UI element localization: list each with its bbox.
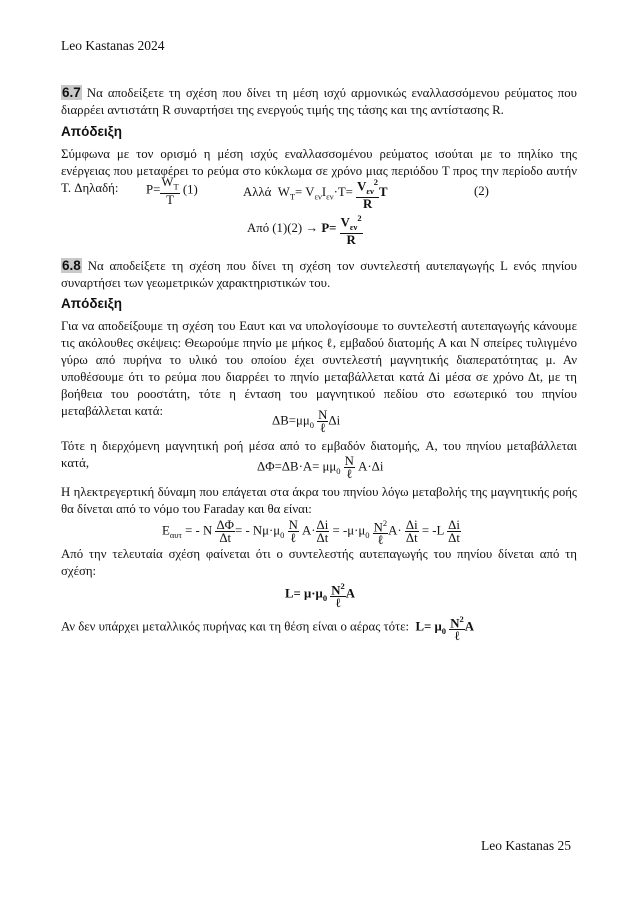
equation-delta-b: $\Delta B=\mu\mu_0$ $\frac{N}{\text{ℓ}}$ Δi bbox=[272, 408, 341, 435]
section-number-6-8: 6.8 bbox=[62, 258, 81, 273]
proof-6-8-paragraph-2: Τότε η διερχόμενη μαγνητική ροή μέσα από το εμβαδόν διατομής, A, του πηνίου μεταβάλλεται κατά, bbox=[61, 439, 577, 470]
proof-heading-6-7: Απόδειξη bbox=[61, 124, 122, 139]
page-header: Leo Kastanas 2024 bbox=[61, 38, 165, 53]
equation-mean-power-definition: P= $\frac{W_T}{T}$ (1) bbox=[146, 175, 198, 207]
question-6-8 bbox=[61, 257, 577, 292]
proof-6-8-paragraph-3: Η ηλεκτρεγερτική δύναμη που επάγεται στα άκρα του πηνίου λόγω μεταβολής της μαγνητικής ροής θα δίνεται από το νόμο του Faraday και θα είναι: bbox=[61, 485, 577, 516]
section-number-6-7: 6.7 bbox=[62, 85, 81, 100]
proof-6-8-paragraph-4: Από την τελευταία σχέση φαίνεται ότι ο συντελεστής αυτεπαγωγής του πηνίου δίνεται από τη σχέση: bbox=[61, 547, 577, 578]
page-footer: Leo Kastanas 25 bbox=[481, 838, 571, 853]
proof-heading-6-8: Απόδειξη bbox=[61, 296, 122, 311]
equation-energy: Αλλά $W_T= V_{\varepsilon\nu}I_{\varepsilon\nu}\cdot T=$ $\frac{V_{\varepsilon\nu}^2}{R}$ T bbox=[243, 177, 388, 211]
proof-6-8-paragraph-5: Αν δεν υπάρχει μεταλλικός πυρήνας και τη θέση είναι ο αέρας τότε: $L= \mu_0$ $\frac{N^2}{\text{ℓ}}$ A bbox=[61, 614, 474, 644]
proof-6-7-text: Σύμφωνα με τον ορισμό η μέση ισχύς εναλλασσομένου ρεύματος ισούται με το πηλίκο της ενέργειας που μεταφέρει το ρεύμα στο κύκλωμα σε χρόνο μιας περιόδου T προς την περίοδο αυτήν T. Δηλαδή: bbox=[61, 147, 577, 195]
equation-inductance-air: $L= \mu_0$ $\frac{N^2}{\text{ℓ}}$ A bbox=[412, 614, 474, 644]
question-6-8-text: Να αποδείξετε τη σχέση που δίνει τη σχέση τον συντελεστή αυτεπαγωγής L ενός πηνίου συναρτήσει των γεωμετρικών χαρακτηριστικών του. bbox=[61, 259, 577, 290]
equation-faraday-emf: $E_{\alpha\upsilon\tau}$ = - N $\frac{\Delta\Phi}{\Delta t}$ = - $N\mu\cdot\mu_0$ $\frac{N}{\text{ℓ}}$ A· $\frac{\Delta i}{\Delta t}$ = $-\mu\cdot\mu_0$ $\frac{N^2}{\text{ℓ}}$ A· $\frac{\Delta i}{\Delta t}$ = -L $\frac{\Delta i}{\Delta t}$ bbox=[162, 518, 460, 548]
question-6-7-text: Να αποδείξετε τη σχέση που δίνει τη μέση ισχύ αρμονικώς εναλλασσόμενου ρεύματος που διαρρέει αντιστάτη R συναρτήσει της ενεργούς τιμής της τάσης και της αντίστασης R. bbox=[61, 86, 577, 117]
equation-delta-phi: $\Delta\Phi=\Delta B\cdot A= \mu\mu_0$ $\frac{N}{\text{ℓ}}$ A·Δi bbox=[257, 454, 384, 481]
equation-label-2: (2) bbox=[474, 184, 489, 198]
proof-6-8-paragraph-1: Για να αποδείξουμε τη σχέση του Εαυτ και να υπολογίσουμε το συντελεστή αυτεπαγωγής κάνουμε τις ακόλουθες σκέψεις: Θεωρούμε πηνίο με μήκος ℓ, εμβαδού διατομής A και N σπείρες τυλιγμένο γύρω από πυρήνα το υλικό του οποίου έχει συντελεστή μαγνητικής διαπερατότητας μ. Αν υποθέσουμε ότι το ρεύμα που διαρρέει το πηνίο μεταβάλλεται κατά Δi μέσα σε χρόνο Δt, με τη βοήθεια του ροοστάτη, τότε η ένταση του μαγνητικού πεδίου στο εσωτερικό του πηνίου μεταβάλλεται κατά: bbox=[61, 319, 577, 418]
question-6-7 bbox=[61, 84, 577, 119]
equation-mean-power-result: Από (1)(2) → P= $\frac{V_{\varepsilon\nu}^2}{R}$ bbox=[247, 213, 362, 247]
equation-inductance: $L= \mu\cdot\mu_0$ $\frac{N^2}{\text{ℓ}}$ A bbox=[285, 581, 356, 611]
